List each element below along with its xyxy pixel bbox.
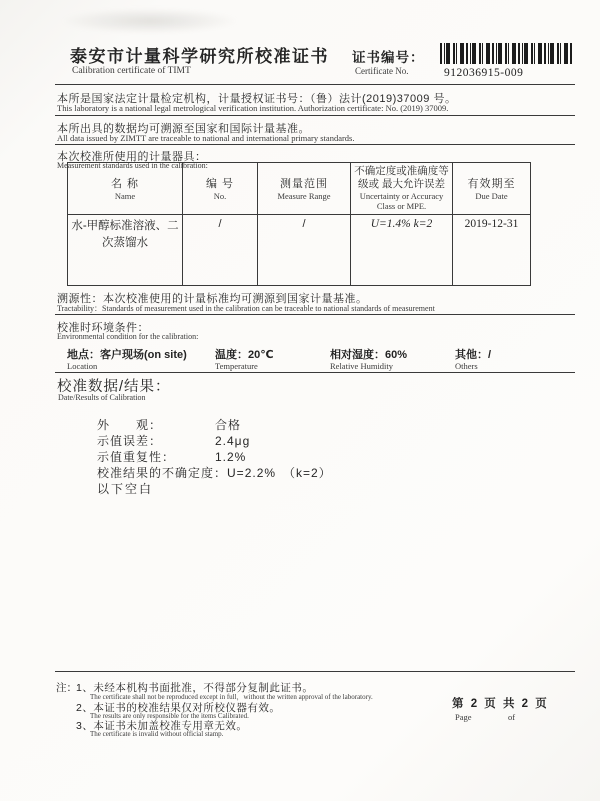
env-temperature: 温度：20℃ [215, 349, 274, 361]
note-3-english: The certificate is invalid without official stamp. [90, 730, 224, 738]
env-others: 其他：/ [455, 349, 492, 361]
env-temperature-english: Temperature [215, 361, 258, 371]
result-appearance: 外 观： 合格 [97, 418, 242, 432]
table-row [68, 214, 531, 285]
result-indication-error: 示值误差： 2.4μg [97, 434, 251, 448]
of-label: of [508, 712, 516, 722]
blank-below-note: 以下空白 [97, 482, 154, 496]
divider [55, 84, 575, 85]
statement-traceable: 本所出具的数据均可溯源至国家和国际计量基准。 [57, 123, 310, 135]
page-label: Page [455, 712, 472, 722]
notes-label: 注： [56, 682, 77, 694]
env-humidity-english: Relative Humidity [330, 361, 394, 371]
standards-heading-english: Measurement standards used in the calibration: [57, 161, 208, 170]
divider [55, 144, 575, 145]
env-others-english: Others [455, 361, 478, 371]
page-title: 泰安市计量科学研究所校准证书 [70, 47, 329, 66]
divider [55, 372, 575, 373]
certificate-no-label: 证书编号： [352, 50, 425, 65]
traceability-statement-english: Tractability：Standards of measurement used in the calibration can be traceable to national standards of measurement [57, 304, 435, 313]
env-humidity: 相对湿度：60% [330, 349, 408, 361]
certificate-number: 912036915-009 [444, 67, 524, 79]
traceability-statement: 溯源性：本次校准使用的计量标准均可溯源到国家计量基准。 [57, 293, 368, 305]
page-title-english: Calibration certificate of TIMT [72, 66, 191, 76]
divider [55, 671, 575, 672]
scan-smudge [60, 8, 240, 34]
page-number: 第 2 页 共 2 页 [452, 698, 549, 710]
barcode-icon [440, 43, 572, 64]
standards-heading: 本次校准所使用的计量器具： [57, 151, 207, 163]
statement-traceable-english: All data issued by ZIMTT are traceable to national and international primary standards. [57, 133, 355, 143]
cell-due-date: 2019-12-31 [453, 214, 531, 285]
note-1: 1、未经本机构书面批准，不得部分复制此证书。 [76, 682, 314, 694]
cell-standard-no: / [183, 214, 258, 285]
note-2-english: The results are only responsible for the items Calibrated. [90, 712, 249, 720]
table-header-uncertainty: 不确定度或准确度等级或 最大允许误差 Uncertainty or Accuracy Class or MPE. [351, 163, 453, 215]
environment-heading: 校准时环境条件： [57, 322, 149, 334]
divider [55, 115, 575, 116]
divider [55, 314, 575, 315]
certificate-no-label-english: Certificate No. [355, 66, 409, 76]
result-repeatability: 示值重复性： 1.2% [97, 450, 247, 464]
note-3: 3、本证书未加盖校准专用章无效。 [76, 720, 248, 732]
cell-measure-range: / [258, 214, 351, 285]
table-header-name: 名 称 Name [68, 163, 183, 215]
note-1-english: The certificate shall not be reproduced except in full，without the written approval of the laboratory. [90, 693, 373, 701]
table-header-duedate: 有效期至 Due Date [453, 163, 531, 215]
statement-authorization: 本所是国家法定计量检定机构，计量授权证书号：（鲁）法计(2019)37009 号。 [57, 93, 457, 105]
standards-table [67, 162, 531, 286]
result-uncertainty: 校准结果的不确定度：U=2.2% （k=2） [97, 466, 332, 480]
table-header-row [68, 163, 531, 215]
statement-authorization-english: This laboratory is a national legal metrological verification institution. Authorization certificate: No. (2019) 37009. [57, 103, 449, 113]
results-heading: 校准数据/结果： [57, 379, 171, 395]
note-2: 2、本证书的校准结果仅对所校仪器有效。 [76, 702, 281, 714]
env-location-english: Location [67, 361, 98, 371]
cell-standard-name: 水-甲醇标准溶液、二次蒸馏水 [68, 214, 183, 285]
environment-heading-english: Environmental condition for the calibration: [57, 332, 199, 341]
table-header-no: 编 号 No. [183, 163, 258, 215]
cell-uncertainty: U=1.4% k=2 [351, 214, 453, 285]
env-location: 地点：客户现场(on site) [67, 349, 187, 361]
table-header-range: 测量范围 Measure Range [258, 163, 351, 215]
results-heading-english: Date/Results of Calibration [58, 393, 146, 402]
